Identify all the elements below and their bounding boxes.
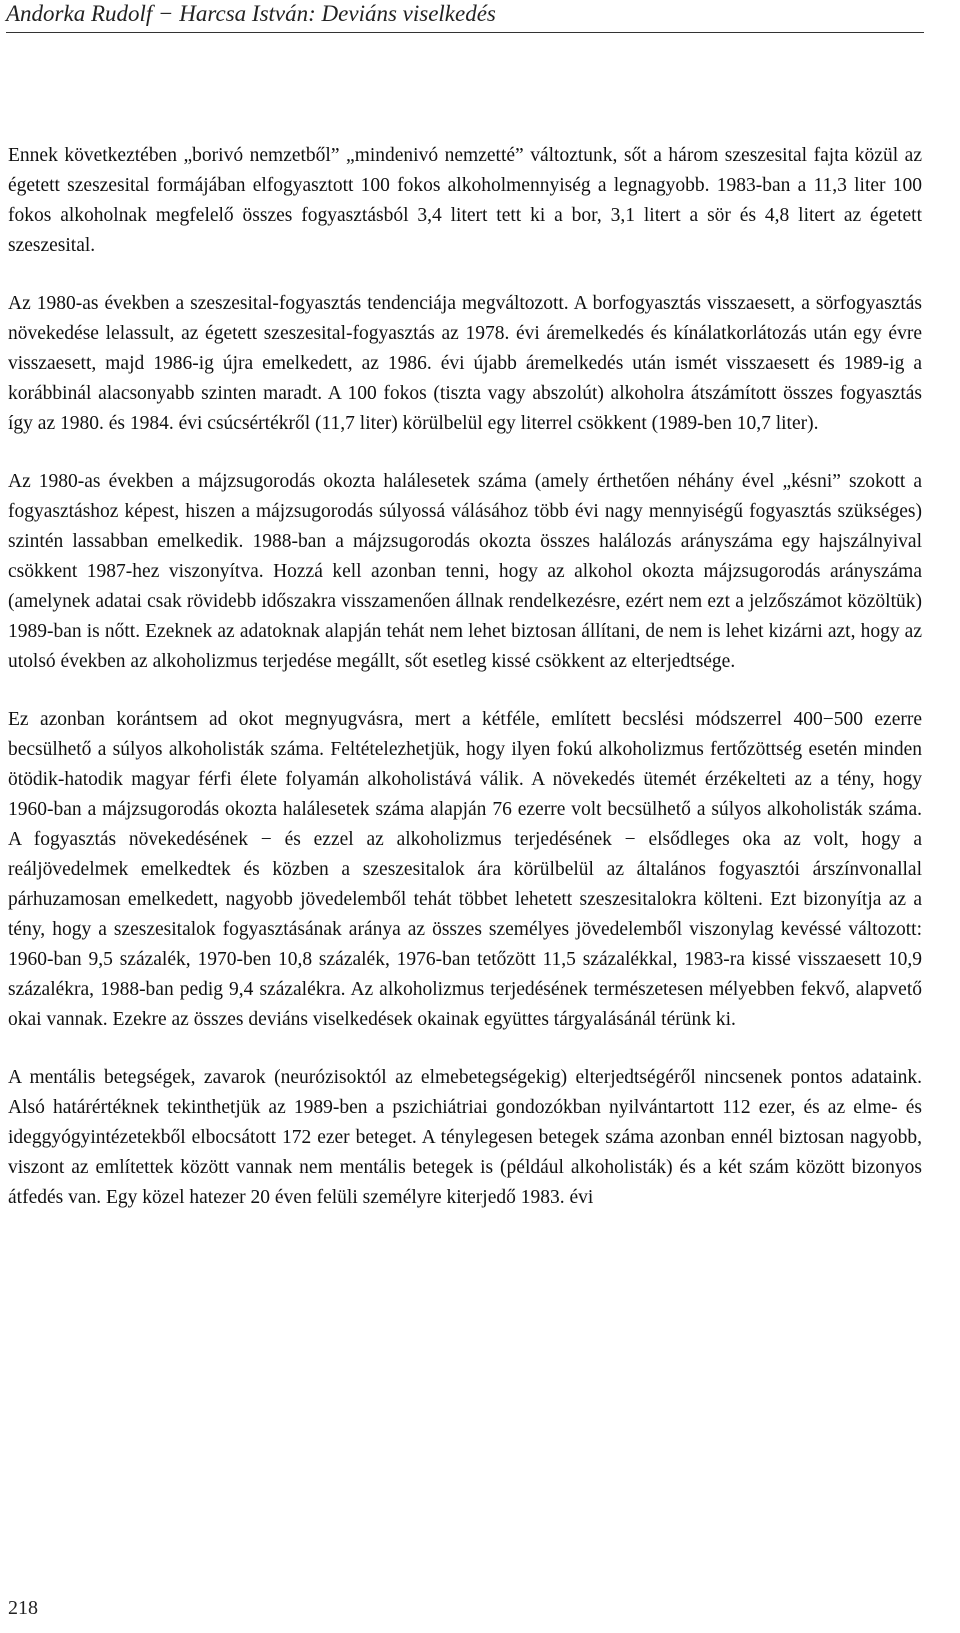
paragraph-2: Az 1980-as években a szeszesital-fogyasztás tendenciája megváltozott. A borfogyasztás visszaesett, a sörfogyasztás növekedése lelassult, az égetett szeszesital-fogyasztás az 1978. évi áremelkedés és kínálatkorlátozás után egy évre visszaesett, majd 1986-ig újra emelkedett, az 1986. évi újabb áremelkedés után ismét visszaesett és 1989-ig a korábbinál alacsonyabb szinten maradt. A 100 fokos (tiszta vagy abszolút) alkoholra átszámított összes fogyasztás így az 1980. és 1984. évi csúcsértékről (11,7 liter) körülbelül egy literrel csökkent (1989-ben 10,7 liter). — [8, 293, 922, 434]
running-header: Andorka Rudolf − Harcsa István: Deviáns viselkedés — [6, 1, 496, 26]
header-divider — [6, 32, 924, 33]
paragraph-5: A mentális betegségek, zavarok (neurózisoktól az elmebetegségekig) elterjedtségéről nincsenek pontos adataink. Alsó határértéknek tekinthetjük az 1989-ben a pszichiátriai gondozókban nyilvántartott 112 ezer, és az elme- és ideggyógyintézetekből elbocsátott 172 ezer beteget. A ténylegesen betegek száma azonban ennél biztosan nagyobb, viszont az említettek között vannak nem mentális betegek is (például alkoholisták) és a két szám között bizonyos átfedés van. Egy közel hatezer 20 éven felüli személyre kiterjedő 1983. évi — [8, 1067, 922, 1208]
page-number: 218 — [8, 1597, 38, 1619]
paragraph-3: Az 1980-as években a májzsugorodás okozta halálesetek száma (amely érthetően néhány ével „késni” szokott a fogyasztáshoz képest, hiszen a májzsugorodás súlyossá válásához több évi nagy mennyiségű fogyasztás szükséges) szintén lassabban emelkedik. 1988-ban a májzsugorodás okozta összes halálozás arányszáma egy hajszálnyival csökkent 1987-hez viszonyítva. Hozzá kell azonban tenni, hogy az alkohol okozta májzsugorodás arányszáma (amelynek adatai csak rövidebb időszakra visszamenően állnak rendelkezésre, ezért nem ezt a jelzőszámot közöltük) 1989-ban is nőtt. Ezeknek az adatoknak alapján tehát nem lehet biztosan állítani, de nem is lehet kizárni azt, hogy az utolsó években az alkoholizmus terjedése megállt, sőt esetleg kissé csökkent az elterjedtsége. — [8, 471, 922, 672]
paragraph-4: Ez azonban korántsem ad okot megnyugvásra, mert a kétféle, említett becslési módszerrel 400−500 ezerre becsülhető a súlyos alkoholisták száma. Feltételezhetjük, hogy ilyen fokú alkoholizmus fertőzöttség esetén minden ötödik-hatodik magyar férfi élete folyamán alkoholistává válik. A növekedés ütemét érzékelteti az a tény, hogy 1960-ban a májzsugorodás okozta halálesetek száma alapján 76 ezerre volt becsülhető a súlyos alkoholisták száma. A fogyasztás növekedésének − és ezzel az alkoholizmus terjedésének − elsődleges oka az volt, hogy a reáljövedelmek emelkedtek és közben a szeszesitalok ára körülbelül az általános fogyasztói árszínvonallal párhuzamosan emelkedett, nagyobb jövedelemből tehát többet lehetett szeszesitalokra költeni. Ezt bizonyítja az a tény, hogy a szeszesitalok fogyasztásának aránya az összes személyes jövedelemből viszonylag kevéssé változott: 1960-ban 9,5 százalék, 1970-ben 10,8 százalék, 1976-ban tetőzött 11,5 százalékkal, 1983-ra kissé visszaesett 10,9 százalékra, 1988-ban pedig 9,4 százalékra. Az alkoholizmus terjedésének természetesen mélyebben fekvő, alapvető okai vannak. Ezekre az összes deviáns viselkedések okainak együttes tárgyalásánál térünk ki. — [8, 709, 922, 1030]
page-body — [8, 141, 922, 1241]
paragraph-1: Ennek következtében „borivó nemzetből” „mindenivó nemzetté” változtunk, sőt a három szeszesital fajta közül az égetett szeszesital formájában elfogyasztott 100 fokos alkoholmennyiség a legnagyobb. 1983-ban a 11,3 liter 100 fokos alkoholnak megfelelő összes fogyasztásból 3,4 litert tett ki a bor, 3,1 litert a sör és 4,8 litert az égetett szeszesital. — [8, 145, 922, 256]
